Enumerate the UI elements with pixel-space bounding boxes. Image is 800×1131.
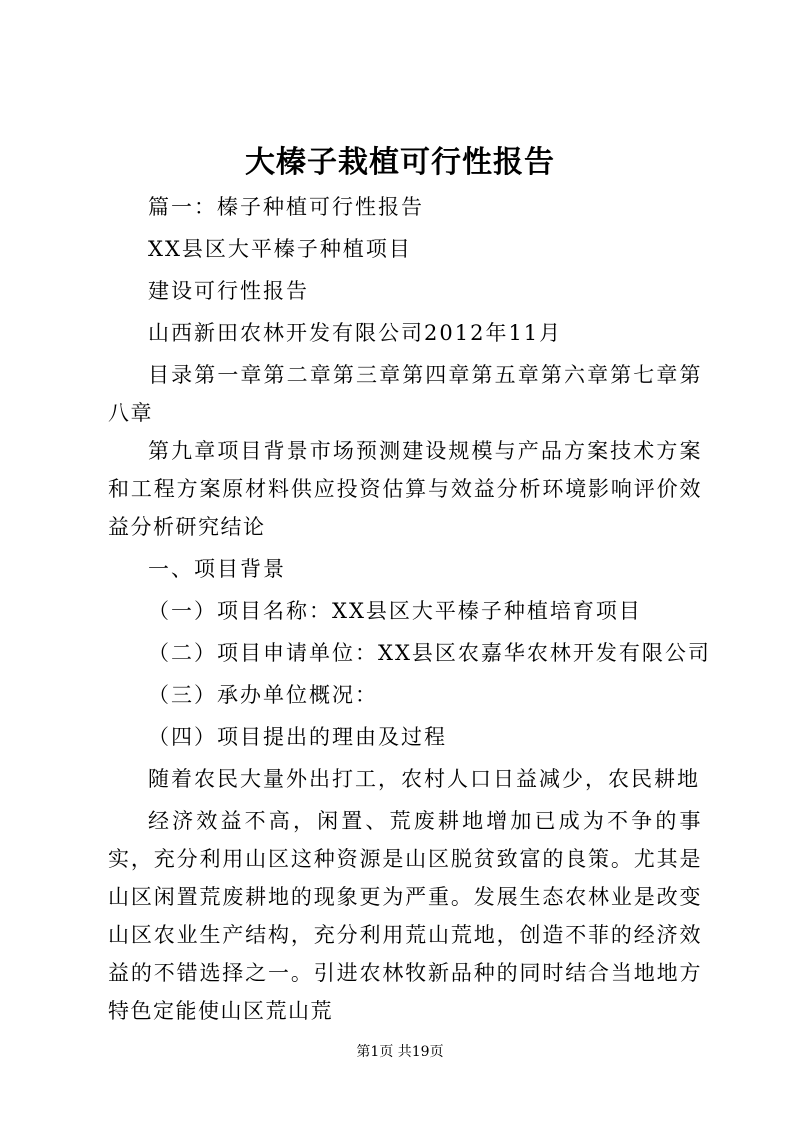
document-title: 大榛子栽植可行性报告	[245, 145, 555, 180]
page-footer: 第1页 共19页	[356, 1044, 444, 1060]
toc-paragraph-continued: 第九章项目背景市场预测建设规模与产品方案技术方案和工程方案原材料供应投资估算与效益分析环境影响评价效益分析研究结论	[108, 439, 702, 539]
list-item: （四）项目提出的理由及过程	[148, 725, 447, 749]
toc-paragraph: 目录第一章第二章第三章第四章第五章第六章第七章第八章	[108, 363, 702, 425]
body-line: 随着农民大量外出打工，农村人口日益减少，农民耕地	[148, 767, 700, 791]
report-type-line: 建设可行性报告	[148, 279, 309, 303]
list-item: （二）项目申请单位：XX县区农嘉华农林开发有限公司	[148, 641, 711, 665]
body-paragraph: 经济效益不高，闲置、荒废耕地增加已成为不争的事实，充分利用山区这种资源是山区脱贫致富的良策。尤其是山区闲置荒废耕地的现象更为严重。发展生态农林业是改变山区农业生产结构，充分利用荒山荒地，创造不菲的经济效益的不错选择之一。引进农林牧新品种的同时结合当地地方特色定能使山区荒山荒	[108, 809, 702, 1023]
project-name-line: XX县区大平榛子种植项目	[148, 237, 412, 261]
part-heading: 篇一：榛子种植可行性报告	[148, 195, 424, 219]
list-item: （三）承办单位概况：	[148, 683, 378, 707]
section-heading: 一、项目背景	[148, 557, 286, 581]
list-item: （一）项目名称：XX县区大平榛子种植培育项目	[148, 599, 642, 623]
company-date-line: 山西新田农林开发有限公司2012年11月	[148, 321, 563, 345]
